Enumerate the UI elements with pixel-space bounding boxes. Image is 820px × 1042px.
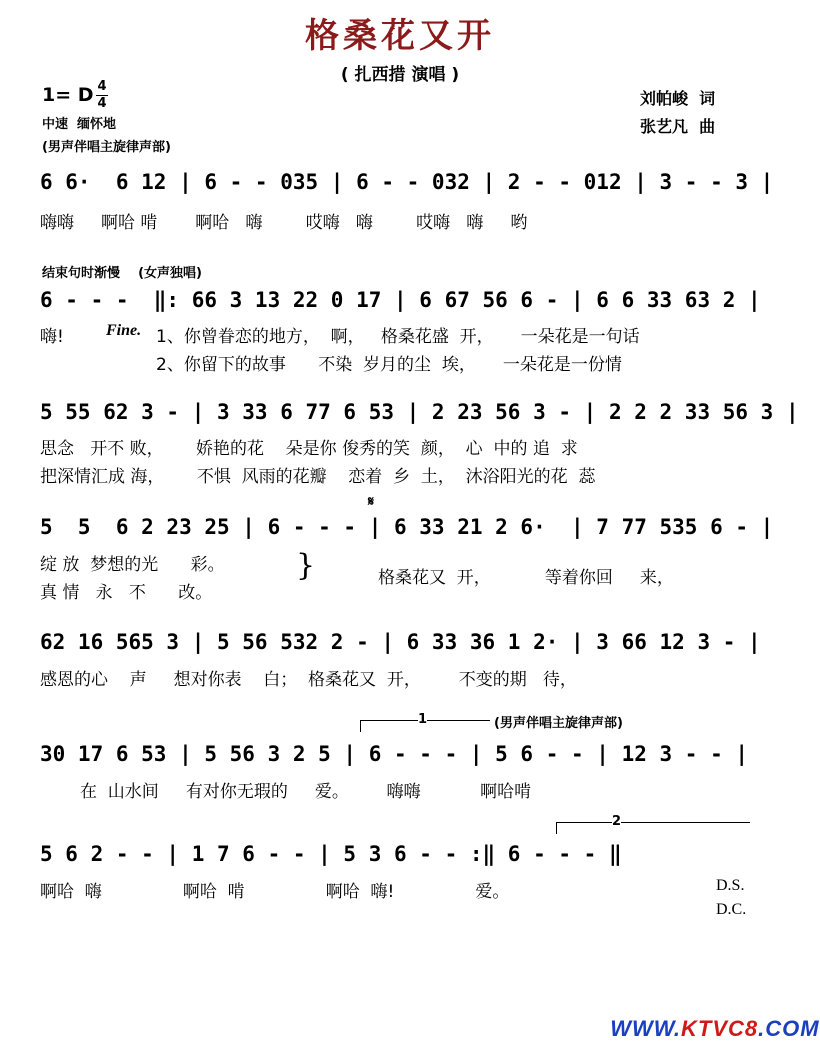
score-row-2-lyrics-verse1: 1、你曾眷恋的地方， 啊， 格桑花盛 开， 一朵花是一句话 [156,327,640,347]
score-row-1-lyrics: 嗨嗨 啊哈 啃 啊哈 嗨 哎嗨 嗨 哎嗨 嗨 哟 [40,213,528,233]
male-chorus-note-2: (男声伴唱主旋律声部) [494,716,623,731]
song-title: 格桑花又开 [305,16,495,56]
tempo-marking: 中速 缅怀地 [42,117,117,132]
score-row-2-notes: 6 - - - ‖: 66 3 13 22 0 17 | 6 67 56 6 - | 6 6 33 63 2 | [40,288,761,312]
score-row-3-lyrics-verse2: 把深情汇成 海， 不惧 风雨的花瓣 恋着 乡 土， 沐浴阳光的花 蕊 [40,467,596,487]
score-row-6-lyrics: 在 山水间 有对你无瑕的 爱。 嗨嗨 啊哈啃 [80,782,532,802]
volta-1-number: 1 [418,712,428,727]
score-row-4-refrain: 格桑花又 开， 等着你回 来， [378,568,674,588]
score-row-7-lyrics: 啊哈 嗨 啊哈 啃 啊哈 嗨! 爱。 [40,882,510,902]
dal-segno: D.S. [716,877,745,894]
score-row-5-notes: 62 16 565 3 | 5 56 532 2 - | 6 33 36 1 2· | 3 66 12 3 - | [40,630,761,654]
volta-1-bracket-end [360,720,361,732]
key-signature: 1= D [42,84,94,106]
time-denominator: 4 [97,96,107,111]
volta-2-bracket-end [556,822,557,834]
score-row-2-lyrics-verse2: 2、你留下的故事 不染 岁月的尘 埃， 一朵花是一份情 [156,355,622,375]
score-row-4-notes: 5 5 6 2 23 25 | 6 - - - | 6 33 21 2 6· | 7 77 535 6 - | [40,515,774,539]
score-row-1-notes: 6 6· 6 12 | 6 - - 035 | 6 - - 032 | 2 - - 012 | 3 - - 3 | [40,170,774,194]
composer: 张艺凡 曲 [640,117,716,136]
score-row-5-lyrics: 感恩的心 声 想对你表 白； 格桑花又 开， 不变的期 待， [40,670,577,690]
lyricist: 刘帕峻 词 [640,89,716,108]
male-chorus-note: (男声伴唱主旋律声部) [42,140,171,155]
score-row-7-notes: 5 6 2 - - | 1 7 6 - - | 5 3 6 - - :‖ 6 - - - ‖ [40,842,622,866]
segno-sign: 𝄋 [368,494,375,510]
da-capo: D.C. [716,901,747,918]
volta-2-bracket [556,822,750,823]
score-row-4-lyrics-verse2: 真 情 永 不 改。 [40,583,213,603]
verse-brace: } [296,548,316,583]
time-signature [96,80,108,111]
ending-tempo-note: 结束句时渐慢 (女声独唱) [42,266,202,281]
score-row-2-lyric-end: 嗨! [40,327,64,347]
score-row-4-lyrics-verse1: 绽 放 梦想的光 彩。 [40,555,225,575]
volta-2-number: 2 [612,814,622,829]
score-row-6-notes: 30 17 6 53 | 5 56 3 2 5 | 6 - - - | 5 6 - - | 12 3 - - | [40,742,749,766]
score-row-3-lyrics-verse1: 思念 开不 败， 娇艳的花 朵是你 俊秀的笑 颜， 心 中的 追 求 [40,439,578,459]
time-numerator: 4 [97,79,107,94]
singer-credit: ( 扎西措 演唱 ) [340,65,460,85]
fine-marking: Fine. [106,322,142,339]
watermark-site: WWW.KTVC8.COM [610,1016,820,1041]
score-row-3-notes: 5 55 62 3 - | 3 33 6 77 6 53 | 2 23 56 3 - | 2 2 2 33 56 3 | [40,400,799,424]
